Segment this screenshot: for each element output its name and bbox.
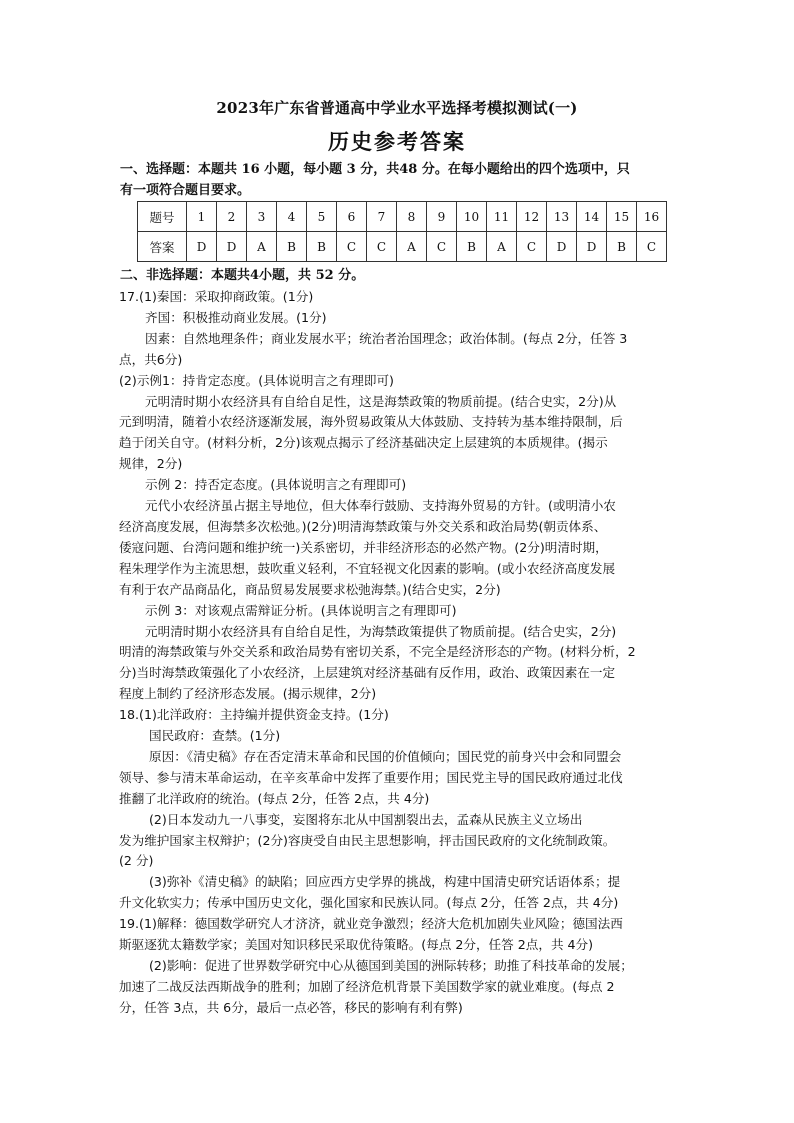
answer-line: 程朱理学作为主流思想，鼓吹重义轻利，不宜轻视文化因素的影响。(或小农经济高度发展 bbox=[119, 560, 616, 576]
question-number-cell: 1 bbox=[187, 202, 217, 232]
question-number-cell: 15 bbox=[607, 202, 637, 232]
answer-table bbox=[137, 201, 667, 262]
row-label-number: 题号 bbox=[138, 202, 187, 232]
question-number-cell: 14 bbox=[577, 202, 607, 232]
question-number-row bbox=[138, 202, 667, 232]
section2-heading: 二、非选择题：本题共4小题，共 52 分。 bbox=[120, 268, 365, 283]
answer-line: 18.(1)北洋政府：主持编并提供资金支持。(1分) bbox=[119, 707, 389, 723]
question-number-cell: 6 bbox=[337, 202, 367, 232]
question-number-cell: 7 bbox=[367, 202, 397, 232]
answer-line: 程度上制约了经济形态发展。(揭示规律，2分) bbox=[119, 686, 377, 702]
answer-line: 推翻了北洋政府的统治。(每点 2分，任答 2点，共 4分) bbox=[119, 790, 430, 806]
answer-cell: D bbox=[547, 232, 577, 262]
answer-line: 分，任答 3点，共 6分，最后一点必答，移民的影响有利有弊) bbox=[119, 999, 463, 1015]
question-number-cell: 12 bbox=[517, 202, 547, 232]
answer-cell: D bbox=[577, 232, 607, 262]
answer-cell: C bbox=[367, 232, 397, 262]
question-number-cell: 5 bbox=[307, 202, 337, 232]
answer-line: 经济高度发展，但海禁多次松弛。)(2分)明清海禁政策与外交关系和政治局势(朝贡体系、 bbox=[119, 518, 607, 534]
answer-line: (3)弥补《清史稿》的缺陷；回应西方史学界的挑战，构建中国清史研究话语体系；提 bbox=[149, 874, 621, 890]
answer-cell: C bbox=[427, 232, 457, 262]
answer-line: 趋于闭关自守。(材料分析，2分)该观点揭示了经济基础决定上层建筑的本质规律。(揭示 bbox=[119, 435, 608, 451]
answer-cell: C bbox=[337, 232, 367, 262]
answer-line: 元到明清，随着小农经济逐渐发展，海外贸易政策从大体鼓励、支持转为基本维持限制，后 bbox=[119, 414, 623, 430]
row-label-answer: 答案 bbox=[138, 232, 187, 262]
answer-line: 倭寇问题、台湾问题和维护统一)关系密切，并非经济形态的必然产物。(2分)明清时期， bbox=[119, 539, 608, 555]
answer-cell: B bbox=[607, 232, 637, 262]
document-title: 历史参考答案 bbox=[328, 129, 466, 154]
answer-line: 明清的海禁政策与外交关系和政治局势有密切关系，不完全是经济形态的产物。(材料分析，2 bbox=[119, 644, 636, 660]
answer-line: 分)当时海禁政策强化了小农经济，上层建筑对经济基础有反作用，政治、政策因素在一定 bbox=[119, 665, 616, 681]
answer-line: 点，共6分) bbox=[119, 351, 183, 367]
answer-line: 19.(1)解释：德国数学研究人才济济，就业竞争激烈；经济大危机加剧失业风险；德国法西 bbox=[119, 916, 623, 932]
answer-line: 领导、参与清末革命运动，在辛亥革命中发挥了重要作用；国民党主导的国民政府通过北伐 bbox=[119, 769, 623, 785]
section1-heading bbox=[120, 159, 680, 201]
answer-line: 元明清时期小农经济具有自给自足性，这是海禁政策的物质前提。(结合史实，2分)从 bbox=[145, 393, 617, 409]
section1-heading-line: 有一项符合题目要求。 bbox=[120, 183, 251, 198]
answer-line: (2 分) bbox=[119, 853, 154, 869]
answer-cell: B bbox=[277, 232, 307, 262]
answer-line: 国民政府：查禁。(1分) bbox=[149, 728, 281, 744]
question-number-cell: 4 bbox=[277, 202, 307, 232]
section1-heading-line: 一、选择题：本题共 16 小题，每小题 3 分，共48 分。在每小题给出的四个选项中，只 bbox=[120, 162, 630, 177]
answer-line: 规律，2分) bbox=[119, 456, 183, 472]
answer-line: (2)示例1：持肯定态度。(具体说明言之有理即可) bbox=[119, 372, 394, 388]
answer-line: 斯驱逐犹太籍数学家；美国对知识移民采取优待策略。(每点 2分，任答 2点，共 4分) bbox=[119, 937, 594, 953]
answer-cell: A bbox=[487, 232, 517, 262]
question-number-cell: 8 bbox=[397, 202, 427, 232]
question-number-cell: 2 bbox=[217, 202, 247, 232]
answer-line: 原因：《清史稿》存在否定清末革命和民国的价值倾向；国民党的前身兴中会和同盟会 bbox=[149, 748, 622, 764]
question-number-cell: 16 bbox=[637, 202, 667, 232]
answer-line: 元代小农经济虽占据主导地位，但大体奉行鼓励、支持海外贸易的方针。(或明清小农 bbox=[145, 498, 616, 514]
answer-line: 有利于农产品商品化，商品贸易发展要求松弛海禁。)(结合史实，2分) bbox=[119, 581, 501, 597]
answer-cell: C bbox=[637, 232, 667, 262]
question-number-cell: 3 bbox=[247, 202, 277, 232]
answer-line: 升文化软实力；传承中国历史文化，强化国家和民族认同。(每点 2分，任答 2点，共 4分) bbox=[119, 895, 619, 911]
answer-line: 示例 2：持否定态度。(具体说明言之有理即可) bbox=[145, 477, 407, 493]
answer-cell: B bbox=[307, 232, 337, 262]
answer-line: 加速了二战反法西斯战争的胜利；加剧了经济危机背景下美国数学家的就业难度。(每点 2 bbox=[119, 978, 615, 994]
answer-line: 因素：自然地理条件；商业发展水平；统治者治国理念；政治体制。(每点 2分，任答 3 bbox=[145, 330, 628, 346]
answer-cell: A bbox=[247, 232, 277, 262]
answer-cell: D bbox=[187, 232, 217, 262]
answer-body bbox=[119, 287, 679, 1019]
question-number-cell: 13 bbox=[547, 202, 577, 232]
question-number-cell: 9 bbox=[427, 202, 457, 232]
answer-line: (2)日本发动九一八事变，妄图将东北从中国割裂出去，孟森从民族主义立场出 bbox=[149, 811, 583, 827]
answer-cell: C bbox=[517, 232, 547, 262]
answer-cell: B bbox=[457, 232, 487, 262]
answer-cell: A bbox=[397, 232, 427, 262]
answer-cell: D bbox=[217, 232, 247, 262]
answer-line: 示例 3：对该观点需辩证分析。(具体说明言之有理即可) bbox=[145, 602, 457, 618]
question-number-cell: 11 bbox=[487, 202, 517, 232]
question-number-cell: 10 bbox=[457, 202, 487, 232]
exam-title: 2023年广东省普通高中学业水平选择考模拟测试(一) bbox=[216, 99, 578, 117]
answer-line: 发为维护国家主权辩护；(2分)容庚受自由民主思想影响，抨击国民政府的文化统制政策。 bbox=[119, 832, 616, 848]
answer-line: 17.(1)秦国：采取抑商政策。(1分) bbox=[119, 289, 314, 304]
answer-line: (2)影响：促进了世界数学研究中心从德国到美国的洲际转移；助推了科技革命的发展； bbox=[149, 958, 633, 973]
answer-line: 元明清时期小农经济具有自给自足性，为海禁政策提供了物质前提。(结合史实，2分) bbox=[145, 623, 617, 639]
answer-line: 齐国：积极推动商业发展。(1分) bbox=[145, 309, 327, 325]
answer-row bbox=[138, 232, 667, 262]
